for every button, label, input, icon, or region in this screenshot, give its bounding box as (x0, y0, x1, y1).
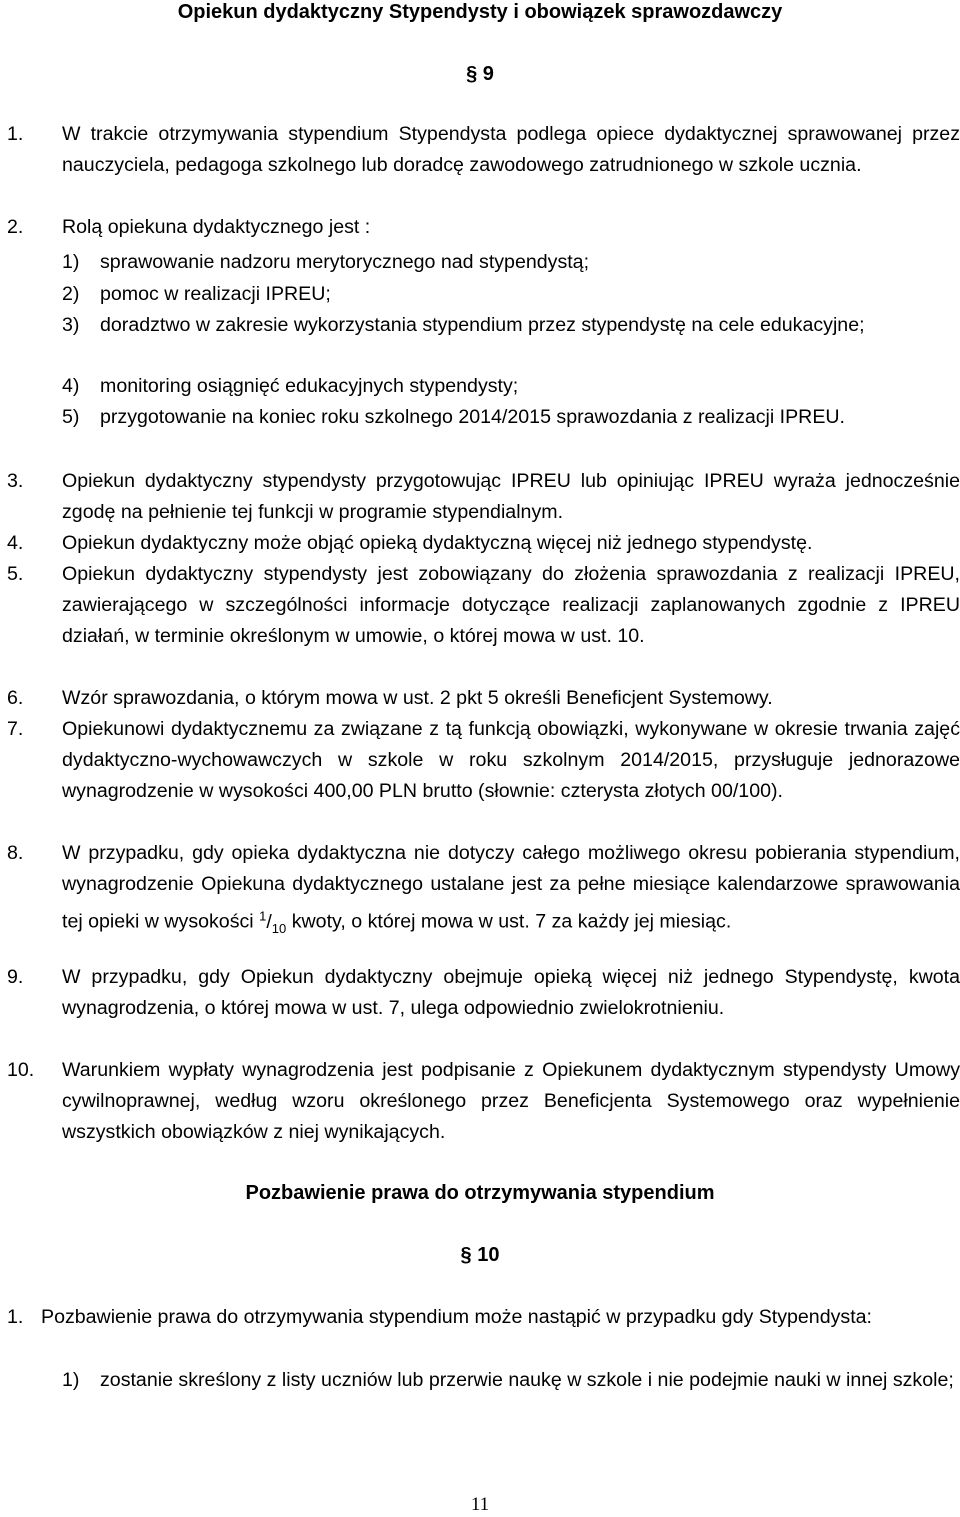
section-9-sign: § 9 (466, 63, 494, 85)
subitem-number: 1) (62, 1369, 80, 1391)
item-number: 3. (7, 470, 24, 492)
section-10-sign: § 10 (460, 1244, 500, 1266)
subitem-text: doradztwo w zakresie wykorzystania stypendium przez stypendystę na cele edukacyjne; (100, 314, 865, 336)
subitem-text: zostanie skreślony z listy uczniów lub przerwie naukę w szkole i nie podejmie nauki w innej szkole; (100, 1369, 954, 1391)
item-text: Pozbawienie prawa do otrzymywania stypendium może nastąpić w przypadku gdy Stypendysta: (41, 1306, 872, 1328)
item-number: 4. (7, 532, 24, 554)
item-number: 8. (7, 842, 24, 864)
item-text: W przypadku, gdy Opiekun dydaktyczny obejmuje opieką więcej niż jednego Stypendystę, kwota wynagrodzenia, o której mowa w ust. 7, ulega odpowiednio zwielokrotnieniu. (62, 966, 960, 1019)
item-text-with-fraction (62, 838, 960, 943)
item-text: Warunkiem wypłaty wynagrodzenia jest podpisanie z Opiekunem dydaktycznym stypendysty Umowy cywilnoprawnej, według wzoru określonego przez Beneficjenta Systemowego oraz wypełnienie wszystkich obowiązków z niej wynikających. (62, 1059, 960, 1143)
item-text: Rolą opiekuna dydaktycznego jest : (62, 216, 371, 238)
item-number: 1. (7, 1306, 24, 1328)
item-number: 7. (7, 718, 24, 740)
subitem-number: 2) (62, 283, 80, 305)
subitem-number: 1) (62, 251, 80, 273)
subitem-number: 3) (62, 314, 80, 336)
subitem-text: monitoring osiągnięć edukacyjnych stypendysty; (100, 375, 519, 397)
item-text-after: kwoty, o której mowa w ust. 7 za każdy jej miesiąc. (291, 910, 732, 933)
subitem-text: sprawowanie nadzoru merytorycznego nad stypendystą; (100, 251, 590, 273)
subitem-text: pomoc w realizacji IPREU; (100, 283, 331, 305)
item-text: Opiekunowi dydaktycznemu za związane z tą funkcją obowiązki, wykonywane w okresie trwania zajęć dydaktyczno-wychowawczych w szkole w roku szkolnym 2014/2015, przysługuje jednorazowe wynagrodzenie w wysokości 400,00 PLN brutto (słownie: czterysta złotych 00/100). (62, 718, 960, 802)
subitem-number: 4) (62, 375, 80, 397)
fraction-numerator: 1 (259, 908, 267, 923)
fraction (259, 908, 287, 936)
item-number: 5. (7, 563, 24, 585)
item-text-before: W przypadku, gdy opieka dydaktyczna nie dotyczy całego możliwego okresu pobierania stypendium, wynagrodzenie Opiekuna dydaktycznego ustalane jest za pełne miesiące kalendarzowe sprawowania tej opieki w wysokości (62, 842, 960, 933)
page-number: 11 (470, 1494, 490, 1515)
item-number: 10. (7, 1059, 35, 1081)
item-number: 9. (7, 966, 24, 988)
section-9-title: Opiekun dydaktyczny Stypendysty i obowiązek sprawozdawczy (177, 1, 783, 23)
subitem-text: przygotowanie na koniec roku szkolnego 2014/2015 sprawozdania z realizacji IPREU. (100, 406, 845, 428)
item-text: Opiekun dydaktyczny może objąć opieką dydaktyczną więcej niż jednego stypendystę. (62, 532, 813, 554)
item-text: Opiekun dydaktyczny stypendysty jest zobowiązany do złożenia sprawozdania z realizacji IPREU, zawierającego w szczególności informacje dotyczące realizacji zaplanowanych zgodnie z IPREU działań, w terminie określonym w umowie, o której mowa w ust. 10. (62, 563, 960, 647)
fraction-denominator: 10 (271, 920, 287, 936)
item-text: W trakcie otrzymywania stypendium Stypendysta podlega opiece dydaktycznej sprawowanej przez nauczyciela, pedagoga szkolnego lub doradcę zawodowego zatrudnionego w szkole ucznia. (62, 123, 960, 176)
item-text: Opiekun dydaktyczny stypendysty przygotowując IPREU lub opiniując IPREU wyraża jednocześnie zgodę na pełnienie tej funkcji w programie stypendialnym. (62, 470, 960, 523)
item-text: Wzór sprawozdania, o którym mowa w ust. 2 pkt 5 określi Beneficjent Systemowy. (62, 687, 773, 709)
item-number: 6. (7, 687, 24, 709)
section-10-title: Pozbawienie prawa do otrzymywania stypendium (245, 1182, 715, 1204)
item-number: 2. (7, 216, 24, 238)
subitem-number: 5) (62, 406, 80, 428)
item-number: 1. (7, 123, 24, 145)
fraction-separator: / (266, 910, 272, 933)
